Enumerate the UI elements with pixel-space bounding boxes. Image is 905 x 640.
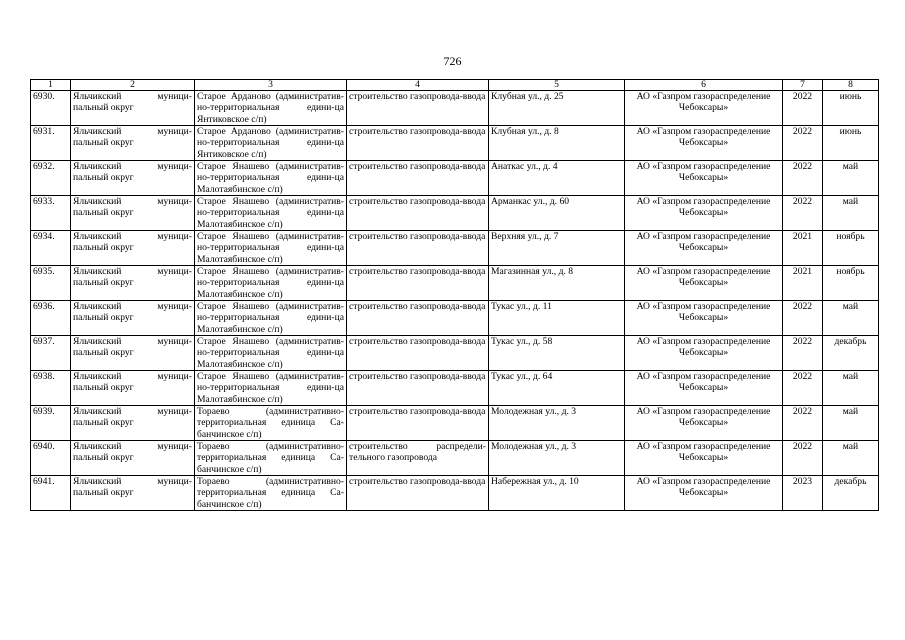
month-cell: июнь (823, 91, 879, 126)
row-number: 6932. (31, 161, 71, 196)
settlement-cell: Старое Янашево (административ-но-территориальная едини-ца Малотаябинское с/п) (195, 196, 347, 231)
settlement-cell: Старое Янашево (административ-но-территориальная едини-ца Малотаябинское с/п) (195, 231, 347, 266)
row-number: 6937. (31, 336, 71, 371)
year-cell: 2022 (783, 91, 823, 126)
district-cell: Яльчикский муници-пальный округ (71, 476, 195, 511)
district-cell: Яльчикский муници-пальный округ (71, 126, 195, 161)
row-number: 6939. (31, 406, 71, 441)
district-cell: Яльчикский муници-пальный округ (71, 196, 195, 231)
year-cell: 2022 (783, 301, 823, 336)
table-row (31, 231, 879, 266)
month-cell: май (823, 406, 879, 441)
work-type-cell: строительство газопровода-ввода (347, 371, 489, 406)
month-cell: ноябрь (823, 231, 879, 266)
address-cell: Набережная ул., д. 10 (489, 476, 625, 511)
organization-cell: АО «Газпром газораспределение Чебоксары» (625, 161, 783, 196)
work-type-cell: строительство газопровода-ввода (347, 406, 489, 441)
row-number: 6940. (31, 441, 71, 476)
address-cell: Верхняя ул., д. 7 (489, 231, 625, 266)
address-cell: Арманкас ул., д. 60 (489, 196, 625, 231)
settlement-cell: Старое Арданово (административ-но-территориальная едини-ца Янтиковское с/п) (195, 91, 347, 126)
settlement-cell: Старое Янашево (административ-но-территориальная едини-ца Малотаябинское с/п) (195, 266, 347, 301)
month-cell: май (823, 301, 879, 336)
address-cell: Тукас ул., д. 64 (489, 371, 625, 406)
month-cell: май (823, 441, 879, 476)
table-row (31, 476, 879, 511)
row-number: 6941. (31, 476, 71, 511)
year-cell: 2021 (783, 266, 823, 301)
work-type-cell: строительство газопровода-ввода (347, 476, 489, 511)
column-header: 6 (625, 80, 783, 91)
organization-cell: АО «Газпром газораспределение Чебоксары» (625, 406, 783, 441)
year-cell: 2022 (783, 161, 823, 196)
organization-cell: АО «Газпром газораспределение Чебоксары» (625, 371, 783, 406)
table-row (31, 301, 879, 336)
address-cell: Магазинная ул., д. 8 (489, 266, 625, 301)
year-cell: 2022 (783, 126, 823, 161)
year-cell: 2022 (783, 371, 823, 406)
table-row (31, 266, 879, 301)
address-cell: Тукас ул., д. 58 (489, 336, 625, 371)
row-number: 6933. (31, 196, 71, 231)
year-cell: 2022 (783, 196, 823, 231)
year-cell: 2022 (783, 406, 823, 441)
district-cell: Яльчикский муници-пальный округ (71, 371, 195, 406)
organization-cell: АО «Газпром газораспределение Чебоксары» (625, 266, 783, 301)
table-row (31, 336, 879, 371)
district-cell: Яльчикский муници-пальный округ (71, 266, 195, 301)
year-cell: 2023 (783, 476, 823, 511)
settlement-cell: Старое Янашево (административ-но-территориальная едини-ца Малотаябинское с/п) (195, 301, 347, 336)
organization-cell: АО «Газпром газораспределение Чебоксары» (625, 126, 783, 161)
district-cell: Яльчикский муници-пальный округ (71, 441, 195, 476)
settlement-cell: Старое Янашево (административ-но-территориальная едини-ца Малотаябинское с/п) (195, 371, 347, 406)
district-cell: Яльчикский муници-пальный округ (71, 91, 195, 126)
district-cell: Яльчикский муници-пальный округ (71, 406, 195, 441)
row-number: 6938. (31, 371, 71, 406)
address-cell: Молодежная ул., д. 3 (489, 441, 625, 476)
month-cell: декабрь (823, 336, 879, 371)
settlement-cell: Тораево (административно-территориальная единица Са-банчинское с/п) (195, 476, 347, 511)
district-cell: Яльчикский муници-пальный округ (71, 161, 195, 196)
settlement-cell: Тораево (административно-территориальная единица Са-банчинское с/п) (195, 406, 347, 441)
table-row (31, 406, 879, 441)
district-cell: Яльчикский муници-пальный округ (71, 231, 195, 266)
table-row (31, 441, 879, 476)
organization-cell: АО «Газпром газораспределение Чебоксары» (625, 441, 783, 476)
month-cell: май (823, 161, 879, 196)
month-cell: май (823, 371, 879, 406)
table-row (31, 371, 879, 406)
column-header: 7 (783, 80, 823, 91)
address-cell: Клубная ул., д. 8 (489, 126, 625, 161)
settlement-cell: Тораево (административно-территориальная единица Са-банчинское с/п) (195, 441, 347, 476)
table-row (31, 91, 879, 126)
address-cell: Молодежная ул., д. 3 (489, 406, 625, 441)
month-cell: июнь (823, 126, 879, 161)
organization-cell: АО «Газпром газораспределение Чебоксары» (625, 231, 783, 266)
work-type-cell: строительство газопровода-ввода (347, 336, 489, 371)
column-header: 5 (489, 80, 625, 91)
column-header: 2 (71, 80, 195, 91)
table-row (31, 161, 879, 196)
column-number-row (31, 80, 879, 91)
column-header: 1 (31, 80, 71, 91)
gasification-table (30, 79, 879, 511)
address-cell: Клубная ул., д. 25 (489, 91, 625, 126)
table-row (31, 126, 879, 161)
settlement-cell: Старое Арданово (административ-но-территориальная едини-ца Янтиковское с/п) (195, 126, 347, 161)
settlement-cell: Старое Янашево (административ-но-территориальная едини-ца Малотаябинское с/п) (195, 161, 347, 196)
address-cell: Анаткас ул., д. 4 (489, 161, 625, 196)
work-type-cell: строительство газопровода-ввода (347, 91, 489, 126)
column-header: 3 (195, 80, 347, 91)
organization-cell: АО «Газпром газораспределение Чебоксары» (625, 301, 783, 336)
address-cell: Тукас ул., д. 11 (489, 301, 625, 336)
row-number: 6931. (31, 126, 71, 161)
work-type-cell: строительство газопровода-ввода (347, 161, 489, 196)
row-number: 6935. (31, 266, 71, 301)
table-row (31, 196, 879, 231)
month-cell: декабрь (823, 476, 879, 511)
settlement-cell: Старое Янашево (административ-но-территориальная едини-ца Малотаябинское с/п) (195, 336, 347, 371)
row-number: 6934. (31, 231, 71, 266)
year-cell: 2021 (783, 231, 823, 266)
organization-cell: АО «Газпром газораспределение Чебоксары» (625, 476, 783, 511)
district-cell: Яльчикский муници-пальный округ (71, 336, 195, 371)
row-number: 6930. (31, 91, 71, 126)
month-cell: ноябрь (823, 266, 879, 301)
column-header: 4 (347, 80, 489, 91)
month-cell: май (823, 196, 879, 231)
work-type-cell: строительство газопровода-ввода (347, 231, 489, 266)
district-cell: Яльчикский муници-пальный округ (71, 301, 195, 336)
page-number: 726 (443, 54, 462, 68)
work-type-cell: строительство газопровода-ввода (347, 301, 489, 336)
organization-cell: АО «Газпром газораспределение Чебоксары» (625, 196, 783, 231)
work-type-cell: строительство газопровода-ввода (347, 266, 489, 301)
year-cell: 2022 (783, 336, 823, 371)
organization-cell: АО «Газпром газораспределение Чебоксары» (625, 336, 783, 371)
work-type-cell: строительство газопровода-ввода (347, 126, 489, 161)
year-cell: 2022 (783, 441, 823, 476)
work-type-cell: строительство газопровода-ввода (347, 196, 489, 231)
row-number: 6936. (31, 301, 71, 336)
column-header: 8 (823, 80, 879, 91)
work-type-cell: строительство распредели-тельного газопровода (347, 441, 489, 476)
organization-cell: АО «Газпром газораспределение Чебоксары» (625, 91, 783, 126)
